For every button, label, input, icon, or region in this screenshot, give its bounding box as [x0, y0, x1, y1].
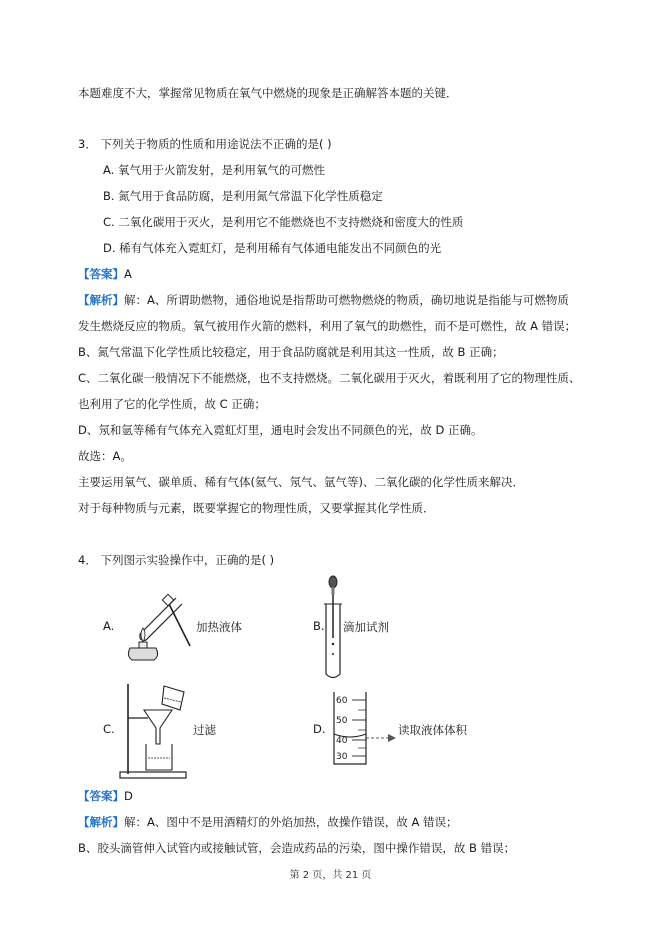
tick-label-30: 30 [336, 752, 348, 762]
measuring-cylinder-figure [330, 690, 400, 766]
q4-option-b-caption: 滴加试剂 [343, 620, 389, 634]
q4-question: 4． 下列图示实验操作中，正确的是( ) [78, 553, 275, 567]
q3-analysis-line-4: C、二氧化碳一般情况下不能燃烧，也不支持燃烧。二氧化碳用于灭火，着既利用了它的物理性质、 [78, 371, 581, 385]
q4-option-a-letter: A. [103, 619, 115, 633]
q3-analysis-line-1 [78, 292, 569, 308]
q3-option-a: A. 氧气用于火箭发射，是利用氧气的可燃性 [103, 163, 325, 177]
dropper-figure [322, 574, 344, 682]
q3-answer-line [78, 266, 132, 282]
q4-option-c-caption: 过滤 [193, 723, 216, 737]
tube-holder [168, 602, 190, 646]
alcohol-lamp-neck [139, 642, 147, 648]
receiving-beaker [146, 744, 172, 770]
q3-analysis-line-3: B、氮气常温下化学性质比较稳定，用于食品防腐就是利用其这一性质，故 B 正确； [78, 345, 504, 359]
q3-option-b: B. 氮气用于食品防腐，是利用氮气常温下化学性质稳定 [103, 189, 383, 203]
q4-option-b-letter: B. [313, 619, 325, 633]
q4-option-a-caption: 加热液体 [196, 620, 242, 634]
q3-option-c: C. 二氧化碳用于灭火，是利用它不能燃烧也不支持燃烧和密度大的性质 [103, 215, 464, 229]
dropper-bulb [329, 576, 337, 588]
eye-icon [388, 734, 396, 742]
q4-answer-tag: 【答案】 [78, 789, 124, 803]
q3-analysis-tag: 【解析】 [78, 293, 124, 307]
q3-analysis-line-8: 主要运用氧气、碳单质、稀有气体(氦气、氖气、氩气等)、二氧化碳的化学性质来解决． [78, 475, 524, 489]
q3-analysis-line-6: D、氖和氩等稀有气体充入霓虹灯里，通电时会发出不同颜色的光，故 D 正确。 [78, 423, 483, 437]
intro-text: 本题难度不大，掌握常见物质在氧气中燃烧的现象是正确解答本题的关键． [78, 86, 458, 100]
q3-question: 3． 下列关于物质的性质和用途说法不正确的是( ) [78, 137, 332, 151]
q4-analysis-line-1 [78, 814, 458, 830]
q4-analysis-line-2: B、胶头滴管伸入试管内或接触试管，会造成药品的污染，图中操作错误，故 B 错误； [78, 841, 516, 855]
q4-answer-value: D [124, 789, 133, 803]
q3-analysis-line-2: 发生燃烧反应的物质。氧气被用作火箭的燃料，利用了氧气的助燃性，而不是可燃性，故 A 错误； [78, 319, 577, 333]
q4-analysis-tag: 【解析】 [78, 815, 124, 829]
q3-analysis-line-7: 故选：A。 [78, 449, 132, 463]
tick-label-40: 40 [336, 736, 348, 746]
funnel [144, 710, 172, 744]
tick-label-50: 50 [336, 716, 348, 726]
holder-clamp [162, 594, 173, 605]
dropper-neck [332, 587, 335, 595]
drop-2 [332, 653, 334, 655]
q4-option-c-letter: C. [103, 722, 115, 736]
q3-analysis-line-9: 对于每种物质与元素，既要掌握它的物理性质，又要掌握其化学性质． [78, 501, 435, 515]
tick-label-60: 60 [336, 696, 348, 706]
q3-analysis-line-5: 也利用了它的化学性质，故 C 正确； [78, 397, 266, 411]
q3-answer-value: A [124, 267, 132, 281]
q4-option-d-letter: D. [313, 722, 326, 736]
alcohol-lamp-body [128, 648, 157, 660]
q4-answer-line [78, 788, 133, 804]
drop-1 [332, 643, 334, 645]
stand-base [120, 772, 186, 778]
filtration-figure [118, 682, 190, 780]
heating-liquid-figure [118, 590, 196, 662]
q3-analysis-text-1: 解：A、所谓助燃物，通俗地说是指帮助可燃物燃烧的物质，确切地说是指能与可燃物质 [124, 293, 569, 307]
q4-option-d-caption: 读取液体体积 [398, 723, 467, 737]
q4-analysis-text-1: 解：A、图中不是用酒精灯的外焰加热，故操作错误，故 A 错误； [124, 815, 458, 829]
q3-option-d: D. 稀有气体充入霓虹灯，是利用稀有气体通电能发出不同颜色的光 [103, 241, 442, 255]
page-footer: 第 2 页，共 21 页 [289, 870, 372, 881]
q3-answer-tag: 【答案】 [78, 267, 124, 281]
